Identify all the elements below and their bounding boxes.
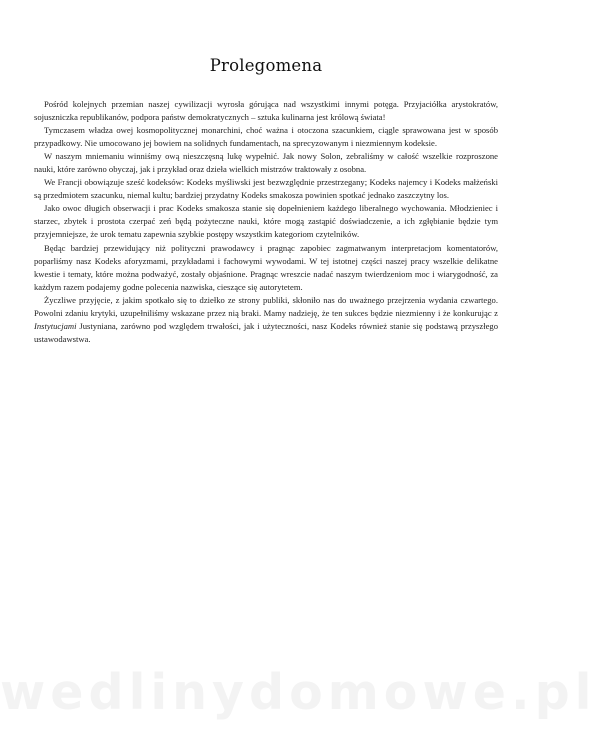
- paragraph-7: [34, 294, 498, 346]
- document-body: [34, 98, 498, 346]
- page-title: Prolegomena: [209, 56, 323, 75]
- paragraph-4: We Francji obowiązuje sześć kodeksów: Kodeks myśliwski jest bezwzględnie przestrzegany; Kodeks najemcy i Kodeks małżeński są przedmiotem szacunku, niemal kultu; bardziej przydatny Kodeks smakosza powinien spotkać jednako zaszczytny los.: [34, 177, 498, 201]
- paragraph-1: Pośród kolejnych przemian naszej cywilizacji wyrosła górująca nad wszystkimi innymi potęga. Przyjaciółka arystokratów, sojuszniczka republikanów, podpora państw demokratycznych – sztuka kulinarna jest królową świata!: [34, 99, 498, 123]
- watermark: wedlinydomowe.pl: [0, 664, 596, 721]
- paragraph-5: Jako owoc długich obserwacji i prac Kodeks smakosza stanie się dopełnieniem każdego liberalnego wychowania. Młodzieniec i starzec, zbytek i prostota czerpać zeń będą pożyteczne nauki, które mogą zastąpić doświadczenie, a ich zgłębianie będzie tym przyjemniejsze, że urok tematu zapewnia szybkie postępy wszystkim kategoriom czytelników.: [34, 203, 498, 240]
- paragraph-7-text-before: Życzliwe przyjęcie, z jakim spotkało się to dziełko ze strony publiki, skłoniło nas do uważnego przejrzenia wydania czwartego. Powolni zdaniu krytyki, uzupełniliśmy wskazane przez nią braki. Mamy nadzieję, że ten sukces będzie niezmienny i że konkurując z: [34, 294, 498, 318]
- paragraph-6: Będąc bardziej przewidujący niż polityczni prawodawcy i pragnąc zapobiec zagmatwanym interpretacjom komentatorów, poparliśmy nasz Kodeks aforyzmami, przykładami i fachowymi wywodami. W tej istotnej części naszej pracy wszelkie delikatne kwestie i tematy, które można podważyć, zostały objaśnione. Pragnąc wreszcie nadać naszym twierdzeniom moc i wiarygodność, za każdym razem podajemy godne polecenia nazwiska, cieszące się autorytetem.: [34, 242, 498, 292]
- paragraph-7-text-after: Justyniana, zarówno pod względem trwałości, jak i użyteczności, nasz Kodeks również stanie się podstawą przyszłego ustawodawstwa.: [34, 320, 498, 344]
- paragraph-3: W naszym mniemaniu winniśmy ową nieszczęsną lukę wypełnić. Jak nowy Solon, zebraliśmy w całość wszelkie rozproszone nauki, które zarówno obyczaj, jak i przykład oraz dzieła wielkich mistrzów traktowały z osobna.: [34, 151, 498, 175]
- paragraph-2: Tymczasem władza owej kosmopolitycznej monarchini, choć ważna i otoczona szacunkiem, ciągle sprawowana jest w sposób przypadkowy. Nie umocowano jej bowiem na solidnych fundamentach, na sprecyzowanym i niezmiennym kodeksie.: [34, 125, 498, 149]
- paragraph-7-emphasis: Instytucjami: [34, 320, 77, 331]
